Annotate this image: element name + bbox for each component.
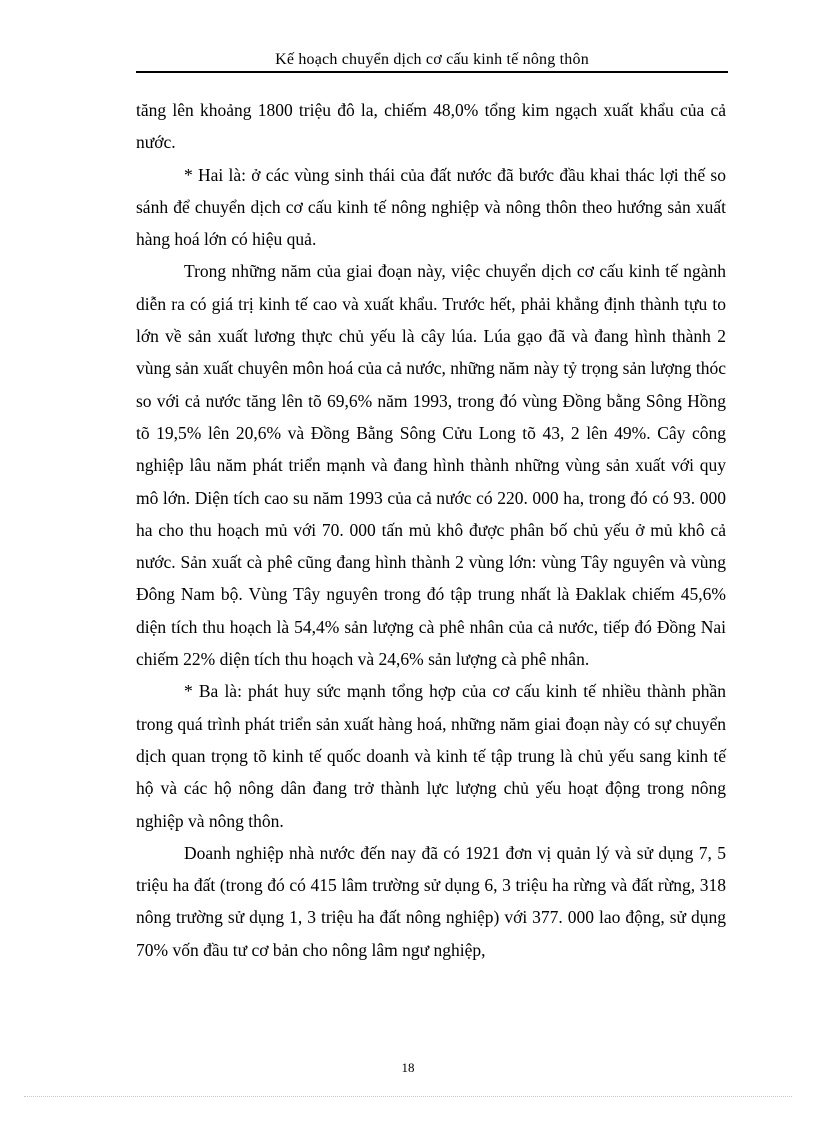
- page-header-title: Kế hoạch chuyển dịch cơ cấu kinh tế nông thôn: [275, 51, 589, 68]
- paragraph-continuation: tăng lên khoảng 1800 triệu đô la, chiếm 48,0% tổng kim ngạch xuất khẩu của cả nước.: [136, 100, 726, 153]
- document-body: [136, 94, 726, 966]
- header-rule: [136, 71, 728, 73]
- paragraph-hai-la: * Hai là: ở các vùng sinh thái của đất nước đã bước đầu khai thác lợi thế so sánh để chuyển dịch cơ cấu kinh tế nông nghiệp và nông thôn theo hướng sản xuất hàng hoá lớn có hiệu quả.: [136, 164, 726, 250]
- paragraph-ba-la: * Ba là: phát huy sức mạnh tổng hợp của cơ cấu kinh tế nhiều thành phần trong quá trình phát triển sản xuất hàng hoá, những năm giai đoạn này có sự chuyển dịch quan trọng tõ kinh tế quốc doanh và kinh tế tập trung là chủ yếu sang kinh tế hộ và các hộ nông dân đang trở thành lực lượng chủ yếu hoạt động trong nông nghiệp và nông thôn.: [136, 681, 726, 831]
- paragraph-doanh-nghiep: Doanh nghiệp nhà nước đến nay đã có 1921 đơn vị quản lý và sử dụng 7, 5 triệu ha đất (trong đó có 415 lâm trường sử dụng 6, 3 triệu ha rừng và đất rừng, 318 nông trường sử dụng 1, 3 triệu ha đất nông nghiệp) với 377. 000 lao động, sử dụng 70% vốn đầu tư cơ bản cho nông lâm ngư nghiệp,: [136, 842, 726, 960]
- paragraph-trong-nhung-nam: Trong những năm của giai đoạn này, việc chuyển dịch cơ cấu kinh tế ngành diễn ra có giá trị kinh tế cao và xuất khẩu. Trước hết, phải khẳng định thành tựu to lớn về sản xuất lương thực chủ yếu là cây lúa. Lúa gạo đã và đang hình thành 2 vùng sản xuất chuyên môn hoá của cả nước, những năm này tỷ trọng sản lượng thóc so với cả nước tăng lên tõ 69,6% năm 1993, trong đó vùng Đồng bằng Sông Hồng tõ 19,5% lên 20,6% và Đồng Bằng Sông Cửu Long tõ 43, 2 lên 49%. Cây công nghiệp lâu năm phát triển mạnh và đang hình thành những vùng sản xuất với quy mô lớn. Diện tích cao su năm 1993 của cả nước có 220. 000 ha, trong đó có 93. 000 ha cho thu hoạch mủ với 70. 000 tấn mủ khô được phân bố chủ yếu ở mủ khô cả nước. Sản xuất cà phê cũng đang hình thành 2 vùng lớn: vùng Tây nguyên và vùng Đông Nam bộ. Vùng Tây nguyên trong đó tập trung nhất là Đaklak chiếm 45,6% diện tích thu hoạch là 54,4% sản lượng cà phê nhân của cả nước, tiếp đó Đồng Nai chiếm 22% diện tích thu hoạch và 24,6% sản lượng cà phê nhân.: [136, 261, 726, 670]
- page-bottom-border: [24, 1096, 792, 1097]
- page-number: 18: [401, 1060, 415, 1075]
